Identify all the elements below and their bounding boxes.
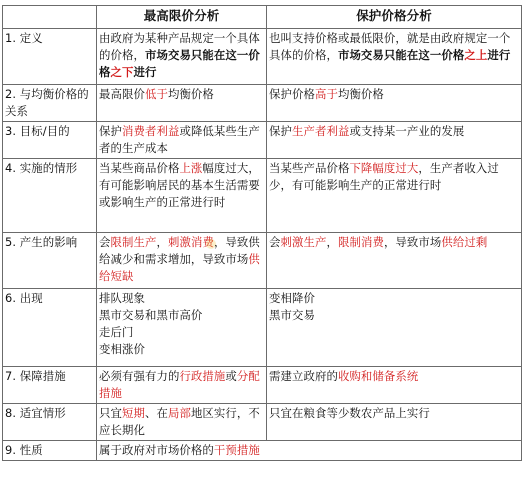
price-floor-cell — [267, 367, 522, 404]
table-row — [3, 122, 522, 159]
cell-text: 必须有强有力的 — [99, 369, 180, 383]
price-floor-cell — [267, 122, 522, 159]
comparison-table — [2, 5, 522, 461]
cell-text: 均衡价格 — [167, 87, 214, 101]
cell-text: ， — [156, 235, 168, 249]
cell-line: 黑市交易 — [269, 308, 315, 322]
cell-text: 最高限价 — [99, 87, 145, 101]
row-label: 4. 实施的情形 — [3, 159, 97, 233]
table-row — [3, 159, 522, 233]
price-ceiling-cell — [97, 85, 267, 122]
merged-cell — [97, 441, 522, 461]
table-row — [3, 85, 522, 122]
table-row — [3, 233, 522, 289]
price-floor-cell — [267, 29, 522, 85]
cell-text: 保护 — [269, 124, 292, 138]
cell-line: 变相涨价 — [99, 342, 145, 356]
row-label: 9. 性质 — [3, 441, 97, 461]
highlight-text: 生产者利益 — [291, 124, 350, 138]
cell-text: 保护 — [99, 124, 122, 138]
price-ceiling-cell — [97, 233, 267, 289]
price-ceiling-cell — [97, 404, 267, 441]
table-body — [3, 29, 522, 461]
table-row — [3, 404, 522, 441]
highlight-text: 低于 — [144, 87, 168, 101]
cell-text: 需建立政府的 — [269, 369, 338, 383]
cell-text: 或降低某些生产者的生产成本 — [99, 124, 260, 155]
cell-text: 会 — [99, 235, 111, 249]
cell-text: 幅度过大，有可能影响居民的基本生活需要或影响生产的正常进行时 — [99, 161, 260, 209]
cell-text: 当某些产品价格 — [269, 161, 350, 175]
highlight-text: 局部 — [167, 406, 191, 420]
highlight-text: 下降幅度过大 — [349, 161, 419, 175]
price-floor-cell — [267, 233, 522, 289]
cell-line: 黑市交易和黑市高价 — [99, 308, 203, 322]
cell-text: 只宜 — [99, 406, 122, 420]
highlight-text: 短期 — [121, 406, 145, 420]
price-floor-cell — [267, 85, 522, 122]
table-row — [3, 29, 522, 85]
price-ceiling-cell — [97, 159, 267, 233]
highlight-text: 高于 — [314, 87, 338, 101]
row-label: 1. 定义 — [3, 29, 97, 85]
header-price-ceiling: 最高限价分析 — [97, 6, 267, 29]
highlight-text: 之上 — [464, 48, 488, 62]
cell-text: 当某些商品价格 — [99, 161, 180, 175]
highlight-text: 消费者利益 — [121, 124, 180, 138]
table-row — [3, 441, 522, 461]
highlight-text: 限制生产 — [110, 235, 157, 249]
row-label: 7. 保障措施 — [3, 367, 97, 404]
cell-line: 排队现象 — [99, 291, 145, 305]
highlight-text: 刺激消费 — [167, 235, 214, 249]
row-label: 3. 目标/目的 — [3, 122, 97, 159]
cell-text: 或 — [225, 369, 237, 383]
header-blank — [3, 6, 97, 29]
highlight-text: 上涨 — [179, 161, 203, 175]
price-ceiling-cell — [97, 29, 267, 85]
table-row — [3, 289, 522, 367]
cell-line: 走后门 — [99, 325, 134, 339]
highlight-text: 供给过剩 — [441, 235, 488, 249]
cell-text: 由政府为某种产品规定一个具体的价格， — [99, 31, 260, 62]
row-label: 5. 产生的影响 — [3, 233, 97, 289]
table-row — [3, 367, 522, 404]
price-ceiling-cell — [97, 122, 267, 159]
price-ceiling-cell — [97, 367, 267, 404]
cell-text: ，导致市场 — [383, 235, 442, 249]
comparison-table-wrapper — [2, 5, 522, 461]
cell-line: 变相降价 — [269, 291, 315, 305]
table-header-row — [3, 6, 522, 29]
cell-text: 进行 — [133, 65, 157, 79]
price-floor-cell — [267, 289, 522, 367]
cell-text: 也叫支持价格或最低限价，就是由政府规定一个具体的价格， — [269, 31, 511, 62]
cell-text: 属于政府对市场价格的 — [99, 443, 214, 457]
cell-text: 进行 — [487, 48, 511, 62]
cell-text: 或支持某一产业的发展 — [349, 124, 465, 138]
cell-text: ，导致供给减少和需求增加，导致市场 — [99, 235, 260, 266]
highlight-text: 供给短缺 — [99, 252, 260, 283]
cell-text: ，生产者收入过少，有可能影响生产的正常进行时 — [269, 161, 499, 192]
cell-text: ， — [326, 235, 338, 249]
price-floor-cell — [267, 159, 522, 233]
highlight-text: 收购和储备系统 — [337, 369, 419, 383]
cell-text: 均衡价格 — [337, 87, 384, 101]
highlight-text: 之下 — [110, 65, 134, 79]
row-label: 8. 适宜情形 — [3, 404, 97, 441]
cell-text: 市场交易只能在这一价格 — [99, 48, 260, 79]
highlight-text: 刺激生产 — [280, 235, 327, 249]
row-label: 6. 出现 — [3, 289, 97, 367]
header-price-floor: 保护价格分析 — [267, 6, 522, 29]
highlight-text: 分配措施 — [99, 369, 260, 400]
cell-text: 只宜在粮食等少数农产品上实行 — [269, 406, 430, 420]
cell-text: 、在 — [144, 406, 168, 420]
price-floor-cell — [267, 404, 522, 441]
price-ceiling-cell — [97, 289, 267, 367]
cell-text: 会 — [269, 235, 281, 249]
cell-text: 市场交易只能在这一价格 — [337, 48, 465, 62]
highlight-text: 行政措施 — [179, 369, 226, 383]
highlight-text: 干预措施 — [213, 443, 260, 457]
cell-text: 保护价格 — [269, 87, 315, 101]
highlight-text: 限制消费 — [337, 235, 384, 249]
cell-text: 地区实行，不应长期化 — [99, 406, 260, 437]
row-label: 2. 与均衡价格的关系 — [3, 85, 97, 122]
